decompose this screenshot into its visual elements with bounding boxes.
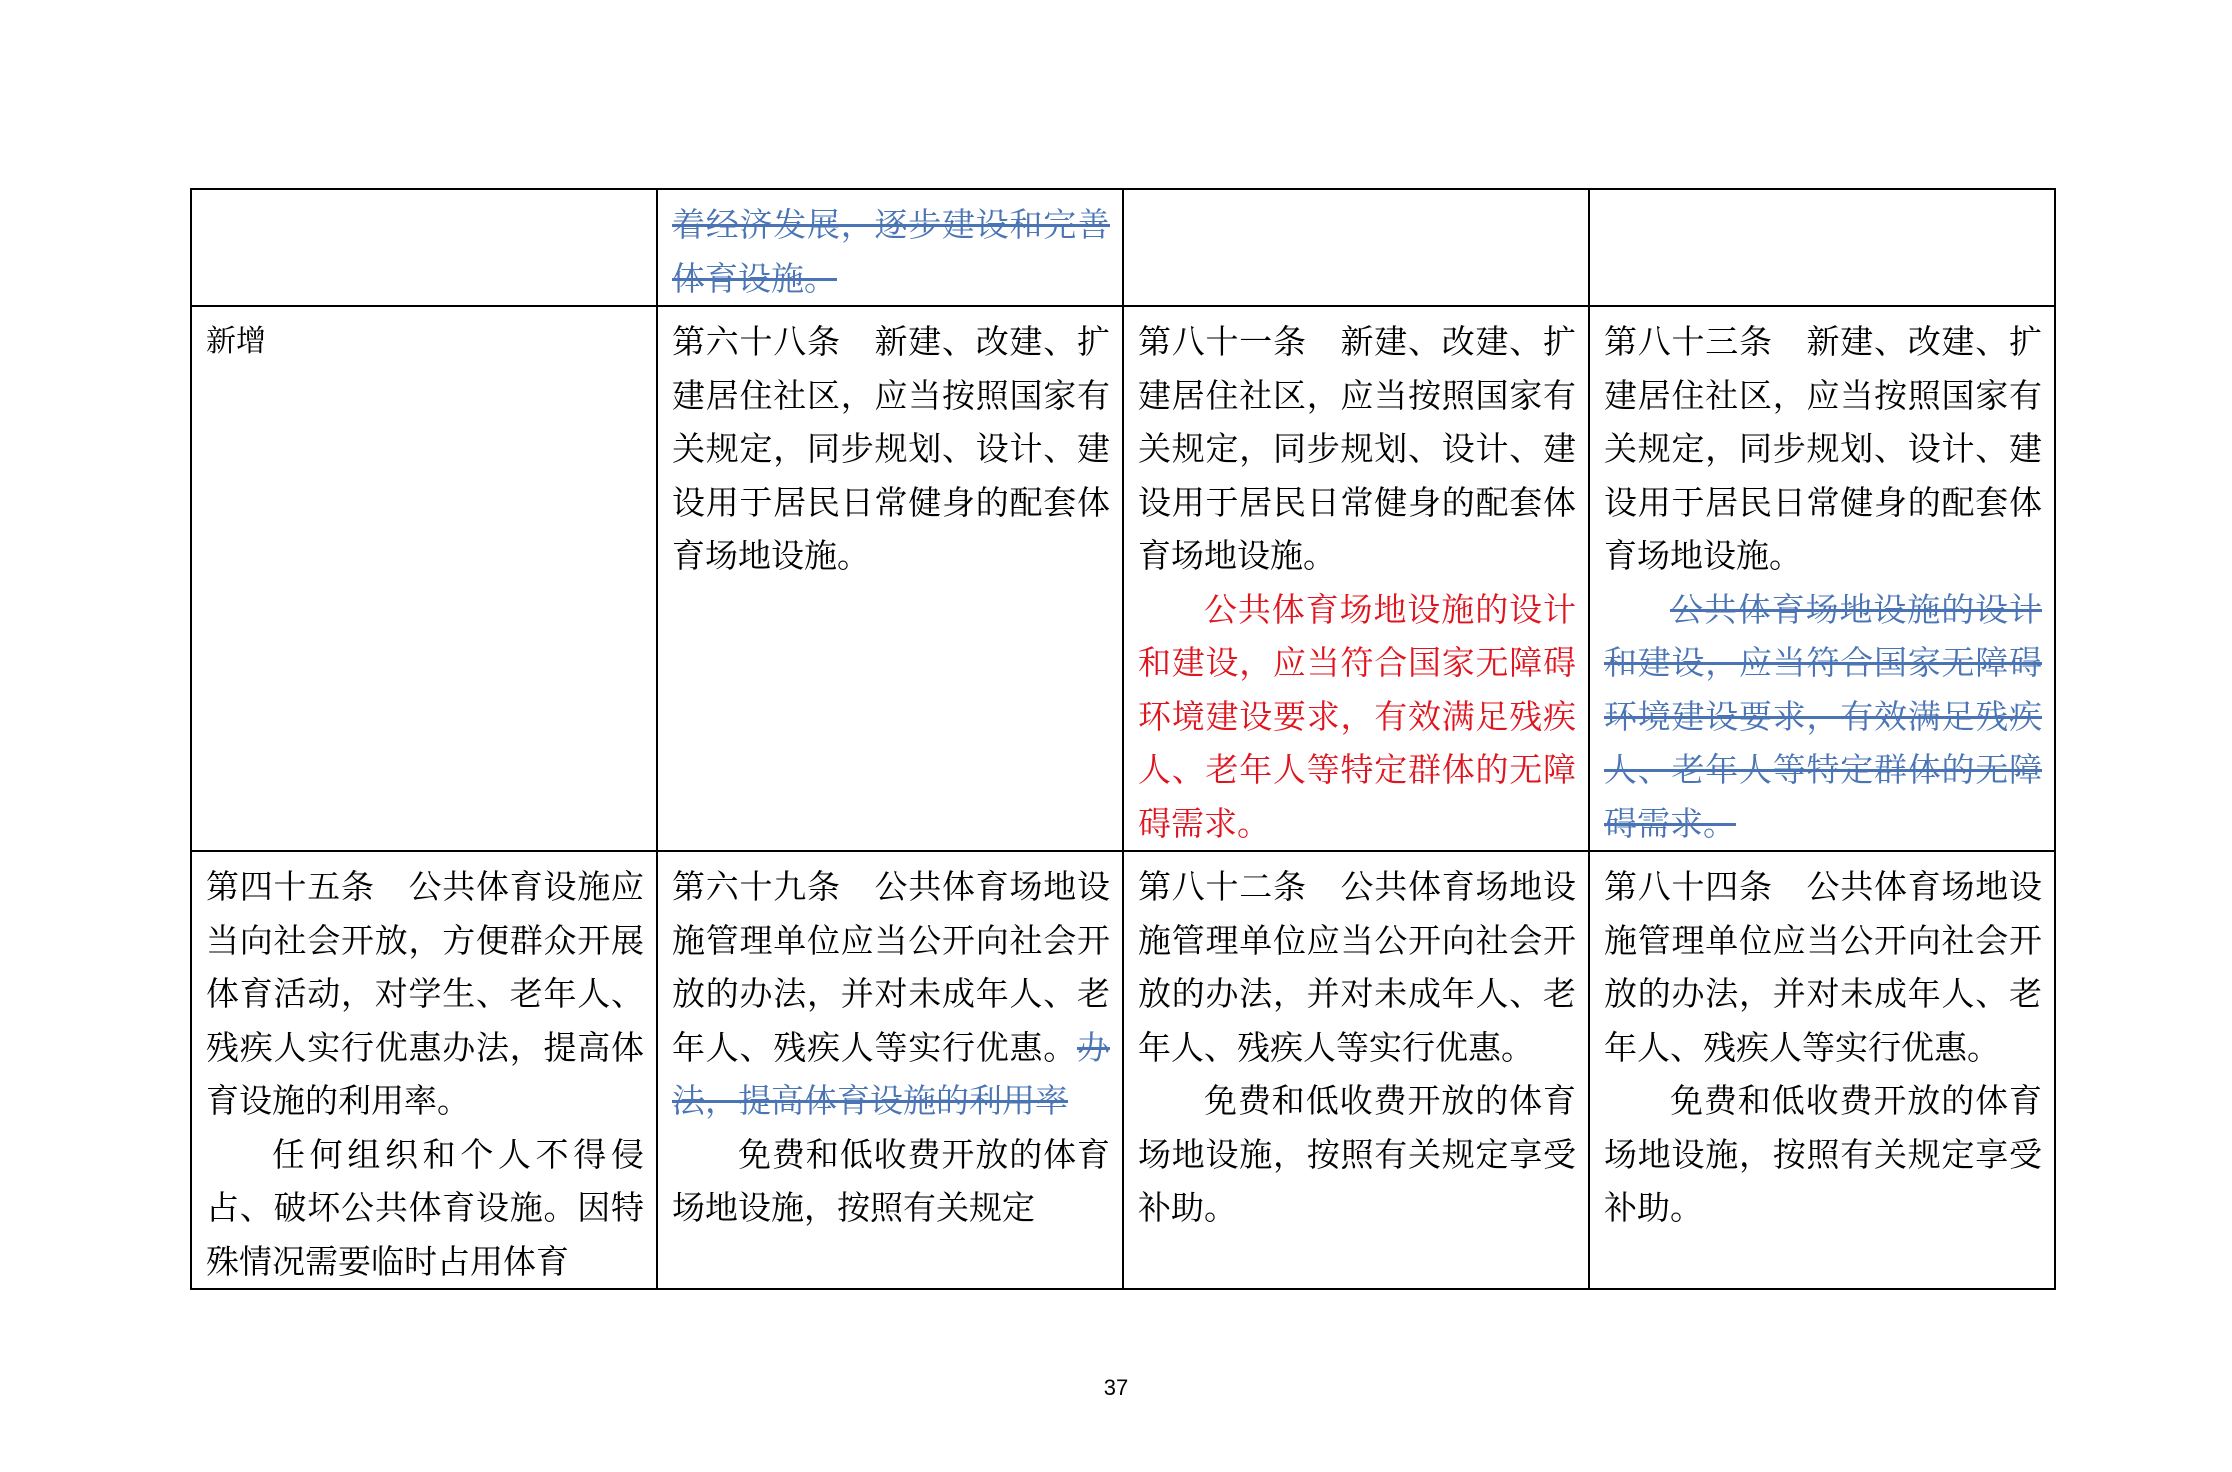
table-cell-r3c1 [191, 851, 657, 1289]
article-text: 免费和低收费开放的体育场地设施，按照有关规定享受补助。 [1138, 1081, 1576, 1227]
deleted-text: 办法，提高体育设施的利用率 [672, 1027, 1110, 1120]
article-text: 任何组织和个人不得侵占、破坏公共体育设施。因特殊情况需要临时占用体育 [206, 1134, 644, 1281]
table-cell-r2c3 [1123, 306, 1589, 851]
deleted-text: 公共体育场地设施的设计和建设，应当符合国家无障碍环境建设要求，有效满足残疾人、老年人等特定群体的无障碍需求。 [1604, 589, 2042, 843]
table-row [191, 189, 2055, 306]
table-cell-r1c2 [657, 189, 1123, 306]
article-text: 第六十九条 公共体育场地设施管理单位应当公开向社会开放的办法，并对未成年人、老年人、残疾人等实行优惠。 [672, 867, 1110, 1067]
table-cell-r2c1 [191, 306, 657, 851]
deleted-text: 着经济发展，逐步建设和完善体育设施。 [672, 205, 1110, 298]
added-text: 公共体育场地设施的设计和建设，应当符合国家无障碍环境建设要求，有效满足残疾人、老年人等特定群体的无障碍需求。 [1138, 589, 1576, 843]
article-text: 第八十二条 公共体育场地设施管理单位应当公开向社会开放的办法，并对未成年人、老年人、残疾人等实行优惠。 [1138, 867, 1576, 1067]
page-number: 37 [1103, 1375, 1129, 1400]
table-cell-r1c4 [1589, 189, 2055, 306]
table-row [191, 851, 2055, 1289]
comparison-table [190, 188, 2056, 1290]
article-text: 第八十一条 新建、改建、扩建居住社区，应当按照国家有关规定，同步规划、设计、建设用于居民日常健身的配套体育场地设施。 [1138, 322, 1576, 575]
article-text: 第四十五条 公共体育设施应当向社会开放，方便群众开展体育活动，对学生、老年人、残疾人实行优惠办法，提高体育设施的利用率。 [206, 867, 644, 1120]
table-cell-r1c1 [191, 189, 657, 306]
article-text: 免费和低收费开放的体育场地设施，按照有关规定享受补助。 [1604, 1081, 2042, 1227]
table-cell-r3c2 [657, 851, 1123, 1289]
article-text: 第六十八条 新建、改建、扩建居住社区，应当按照国家有关规定，同步规划、设计、建设用于居民日常健身的配套体育场地设施。 [672, 322, 1110, 575]
table-cell-r1c3 [1123, 189, 1589, 306]
table-cell-r3c4 [1589, 851, 2055, 1289]
table-cell-r2c4 [1589, 306, 2055, 851]
new-label: 新增 [206, 324, 266, 359]
table-row [191, 306, 2055, 851]
article-text: 第八十四条 公共体育场地设施管理单位应当公开向社会开放的办法，并对未成年人、老年人、残疾人等实行优惠。 [1604, 867, 2042, 1067]
table-cell-r3c3 [1123, 851, 1589, 1289]
table-cell-r2c2 [657, 306, 1123, 851]
article-text: 免费和低收费开放的体育场地设施，按照有关规定 [672, 1134, 1110, 1227]
article-text: 第八十三条 新建、改建、扩建居住社区，应当按照国家有关规定，同步规划、设计、建设用于居民日常健身的配套体育场地设施。 [1604, 322, 2042, 575]
